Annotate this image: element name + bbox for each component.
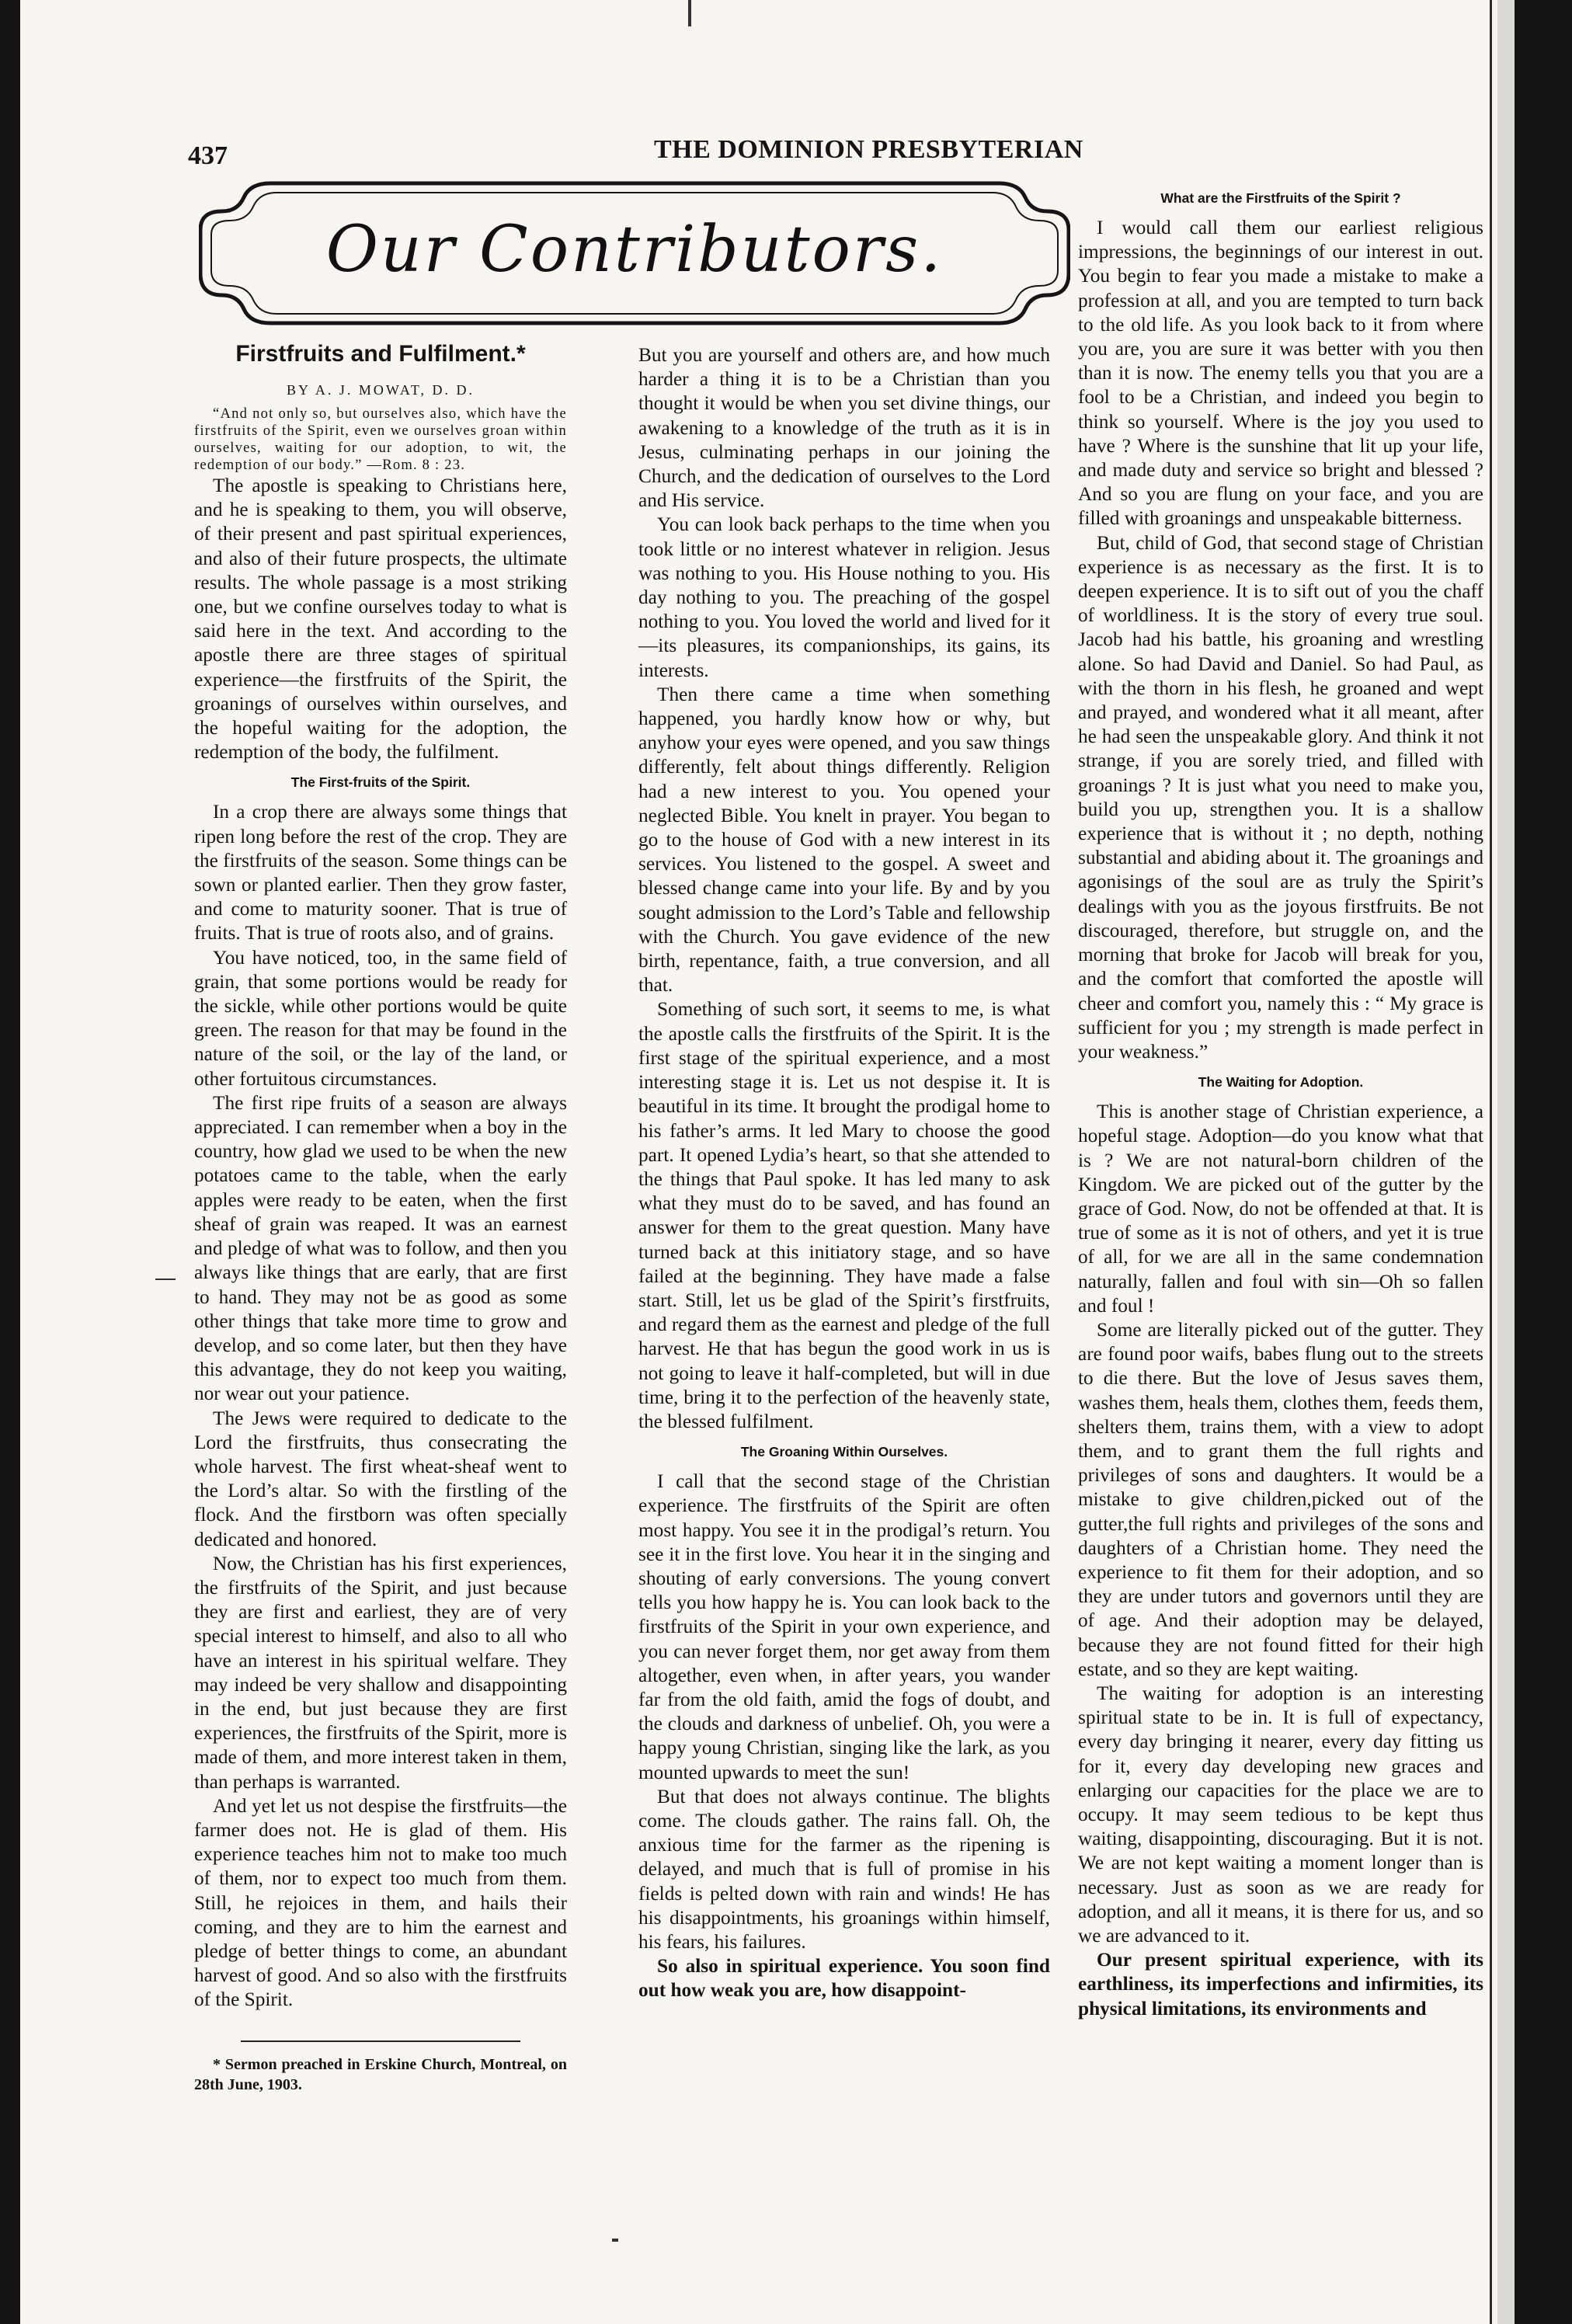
paragraph: Then there came a time when something happened, you hardly know how or why, but anyhow your eyes were opened, and you saw things differently, felt about things differently. Religion had a new interest to you. You opened your neglected Bible. You knelt in prayer. You began to go to the house of God with a new interest in its services. You listened to the gospel. A sweet and blessed change came into your life. By and by you sought admission to the Lord’s Table and fellowship with the Church. You gave evidence of the new birth, repentance, faith, a true conversion, and all that.	[638, 683, 1050, 997]
banner-title: Our Contributors.	[325, 213, 944, 287]
paragraph: So also in spiritual experience. You soon find out how weak you are, how disappoint-	[638, 1955, 1050, 2002]
section-heading: The First-fruits of the Spirit.	[290, 774, 471, 791]
bottom-scan-mark	[612, 2239, 618, 2242]
article-byline: BY A. J. MOWAT, D. D.	[286, 382, 475, 398]
page-edge-margin	[1497, 0, 1515, 2324]
paragraph: The waiting for adoption is an interesting spiritual state to be in. It is full of expectancy, every day bringing it nearer, every day fitting us for it, every day developing new graces and enlarging our capacities for the place we are to occupy. It may seem tedious to be kept thus waiting, disappointing, discouraging. But it is not. We are not kept waiting a moment longer than is necessary. Just as soon as we are ready for adoption, and all it means, it is there for us, and so we are advanced to it.	[1078, 1682, 1483, 1947]
footnote-rule	[241, 2040, 520, 2042]
section-heading: What are the Firstfruits of the Spirit ?	[1160, 190, 1401, 206]
journal-title: THE DOMINION PRESBYTERIAN	[654, 135, 1083, 164]
paragraph: Now, the Christian has his first experiences, the firstfruits of the Spirit, and just because they are first and earliest, they are of very special interest to himself, and also to all who have an interest in his spiritual welfare. They may indeed be very shallow and disappointing in the end, but just because they are first experiences, the firstfruits of the Spirit, more is made of them, and more interest taken in them, than perhaps is warranted.	[194, 1552, 567, 1793]
article-column-1	[194, 339, 567, 2095]
page-number: 437	[188, 141, 228, 170]
paragraph: But, child of God, that second stage of Christian experience is as necessary as the first. It is to deepen experience. It is to sift out of you the chaff of worldliness. It is the story of every true soul. Jacob had his battle, his groaning and wrestling alone. So had David and Daniel. So had Paul, as with the thorn in his flesh, he groaned and wept and prayed, and wondered what it all meant, after he had seen the unspeakable glory. And think it not strange, if you are sorely tried, and filled with groanings ? It is just what you need to make you, build you up, strengthen you. It is a shallow experience that is without it ; no depth, nothing substantial and abiding about it. The groanings and agonisings of the soul are as truly the Spirit’s dealings with you as the joyous firstfruits. Be not discouraged, therefore, but struggle on, and the morning that broke for Jacob will break for you, and the comfort that comforted the apostle will cheer and comfort you, namely this : “ My grace is sufficient for you ; my strength is made perfect in your weakness.”	[1078, 531, 1483, 1063]
margin-dash	[155, 1279, 176, 1280]
paragraph: The apostle is speaking to Christians here, and he is speaking to them, you will observe, of their present and past spiritual experiences, and also of their future prospects, the ultimate results. The whole passage is a most striking one, but we confine ourselves today to what is said here in the text. And according to the apostle there are three stages of spiritual experience—the firstfruits of the Spirit, the groanings of ourselves within ourselves, and the hopeful waiting for the adoption, the redemption of the body, the fulfilment.	[194, 475, 567, 764]
article-column-3	[1078, 188, 1483, 2021]
paragraph: You can look back perhaps to the time when you took little or no interest whatever in religion. Jesus was nothing to you. His House nothing to you. His day nothing to you. The preaching of the gospel nothing to you. You loved the world and lived for it—its pleasures, its companionships, its gains, its interests.	[638, 513, 1050, 681]
paragraph: Some are literally picked out of the gutter. They are found poor waifs, babes flung out to the streets to die there. But the love of Jesus saves them, washes them, heals them, clothes them, feeds them, shelters them, trains them, with a view to adopt them, and to grant them the full rights and privileges of sons and daughters. It would be a mistake to give children,picked out of the gutter,the full rights and privileges of the sons and daughters of a Christian home. They need the experience to fit them for their adoption, and so they are under tutors and governors until they are of age. And their adoption may be delayed, because they are not found fitted for their high estate, and so they are kept waiting.	[1078, 1318, 1483, 1680]
section-heading: The Waiting for Adoption.	[1198, 1074, 1364, 1091]
paragraph: And yet let us not despise the firstfruits—the farmer does not. He is glad of them. His experience teaches him not to make too much of them, nor to expect too much from them. Still, he rejoices in them, and hails their coming, and they are to him the earnest and pledge of better things to come, an abundant harvest of good. And so also with the firstfruits of the Spirit.	[194, 1794, 567, 2011]
paragraph: Our present spiritual experience, with its earthliness, its imperfections and infirmities, its physical limitations, its environments and	[1078, 1949, 1483, 2020]
paragraph: This is another stage of Christian experience, a hopeful stage. Adoption—do you know what that is ? We are not natural-born children of the Kingdom. We are picked out of the gutter by the grace of God. Now, do not be offended at that. It is true of some as it is not of others, and yet it is true of all, for we are all in the same condemnation naturally, fallen and foul with sin—Oh so fallen and foul !	[1078, 1101, 1483, 1317]
section-heading: The Groaning Within Ourselves.	[740, 1444, 948, 1460]
top-scan-mark	[688, 0, 691, 26]
article-column-2	[638, 343, 1050, 2003]
paragraph: I call that the second stage of the Christian experience. The firstfruits of the Spirit are often most happy. You see it in the prodigal’s return. You see it in the first love. You hear it in the singing and shouting of early conversions. The young convert tells you how happy he is. You can look back to the firstfruits of the Spirit in your own experience, and you can never forget them, nor get away from them altogether, even when, in after years, you wander far from the old faith, amid the fogs of doubt, and the clouds and darkness of unbelief. Oh, you were a happy young Christian, singing like the lark, as you mounted upwards to meet the sun!	[638, 1470, 1050, 1783]
paragraph: The first ripe fruits of a season are always appreciated. I can remember when a boy in the country, how glad we used to be when the new potatoes came to the table, when the early apples were ready to be eaten, when the first sheaf of grain was reaped. It was an earnest and pledge of what was to follow, and then you always like things that are early, that are first to hand. They may not be as good as some other things that take more time to grow and develop, and so come later, but then they have this advantage, they do not keep you waiting, nor wear out your patience.	[194, 1091, 567, 1405]
page-edge-line	[1490, 0, 1492, 2324]
footnote: * Sermon preached in Erskine Church, Montreal, on 28th June, 1903.	[194, 2055, 567, 2093]
section-banner	[199, 180, 1070, 326]
article-title: Firstfruits and Fulfilment.*	[235, 341, 526, 367]
paragraph: The Jews were required to dedicate to the Lord the firstfruits, thus consecrating the whole harvest. The first wheat-sheaf went to the Lord’s altar. So with the firstling of the flock. And the firstborn was often specially dedicated and honored.	[194, 1407, 567, 1550]
paragraph: I would call them our earliest religious impressions, the beginnings of our interest in out. You begin to fear you made a mistake to make a profession at all, and you are tempted to turn back to the old life. As you look back to it from where you are, you are sure it was better with you then than it is now. The enemy tells you that you are a fool to be a Christian, and indeed you begin to think so yourself. Where is the joy you used to have ? Where is the sunshine that lit up your life, and made duty and service so bright and blessed ? And so you are flung on your face, and you are filled with groanings and unspeakable bitterness.	[1078, 217, 1483, 530]
paragraph: You have noticed, too, in the same field of grain, that some portions would be ready for the sickle, while other portions would be quite green. The reason for that may be found in the nature of the soil, or the lay of the land, or other fortuitous circumstances.	[194, 946, 567, 1090]
paragraph: In a crop there are always some things that ripen long before the rest of the crop. They are the firstfruits of the season. Some things can be sown or planted earlier. Then they grow faster, and come to maturity sooner. That is true of fruits. That is true of roots also, and of grains.	[194, 801, 567, 945]
paragraph: But that does not always continue. The blights come. The clouds gather. The rains fall. Oh, the anxious time for the farmer as the ripening is delayed, and much that is full of promise in his fields is pelted down with rain and winds! He has his disappointments, his groanings within himself, his fears, his failures.	[638, 1785, 1050, 1953]
paragraph: Something of such sort, it seems to me, is what the apostle calls the firstfruits of the Spirit. It is the first stage of the spiritual experience, and a most interesting stage it is. Let us not despise it. It is beautiful in its time. It brought the prodigal home to his father’s arms. It led Mary to choose the good part. It opened Lydia’s heart, so that she attended to the things that Paul spoke. It has led many to ask what they must do to be saved, and has found an answer for them to the great question. Many have turned back at this initiatory stage, and so have failed at the beginning. They have made a false start. Still, let us be glad of the Spirit’s firstfruits, and regard them as the earnest and pledge of the full harvest. He that has begun the good work in us is not going to leave it half-completed, but will in due time, bring it to the perfection of the heavenly state, the blessed fulfilment.	[638, 998, 1050, 1432]
paragraph: But you are yourself and others are, and how much harder a thing it is to be a Christian than you thought it would be when you set divine things, our awakening to a knowledge of the truth as it is in Jesus, culminating perhaps in our joining the Church, and the dedication of ourselves to the Lord and His service.	[638, 344, 1050, 512]
article-epigraph: “And not only so, but ourselves also, which have the firstfruits of the Spirit, even we ourselves groan within ourselves, waiting for our adoption, to wit, the redemption of our body.” —Rom. 8 : 23.	[194, 405, 567, 473]
